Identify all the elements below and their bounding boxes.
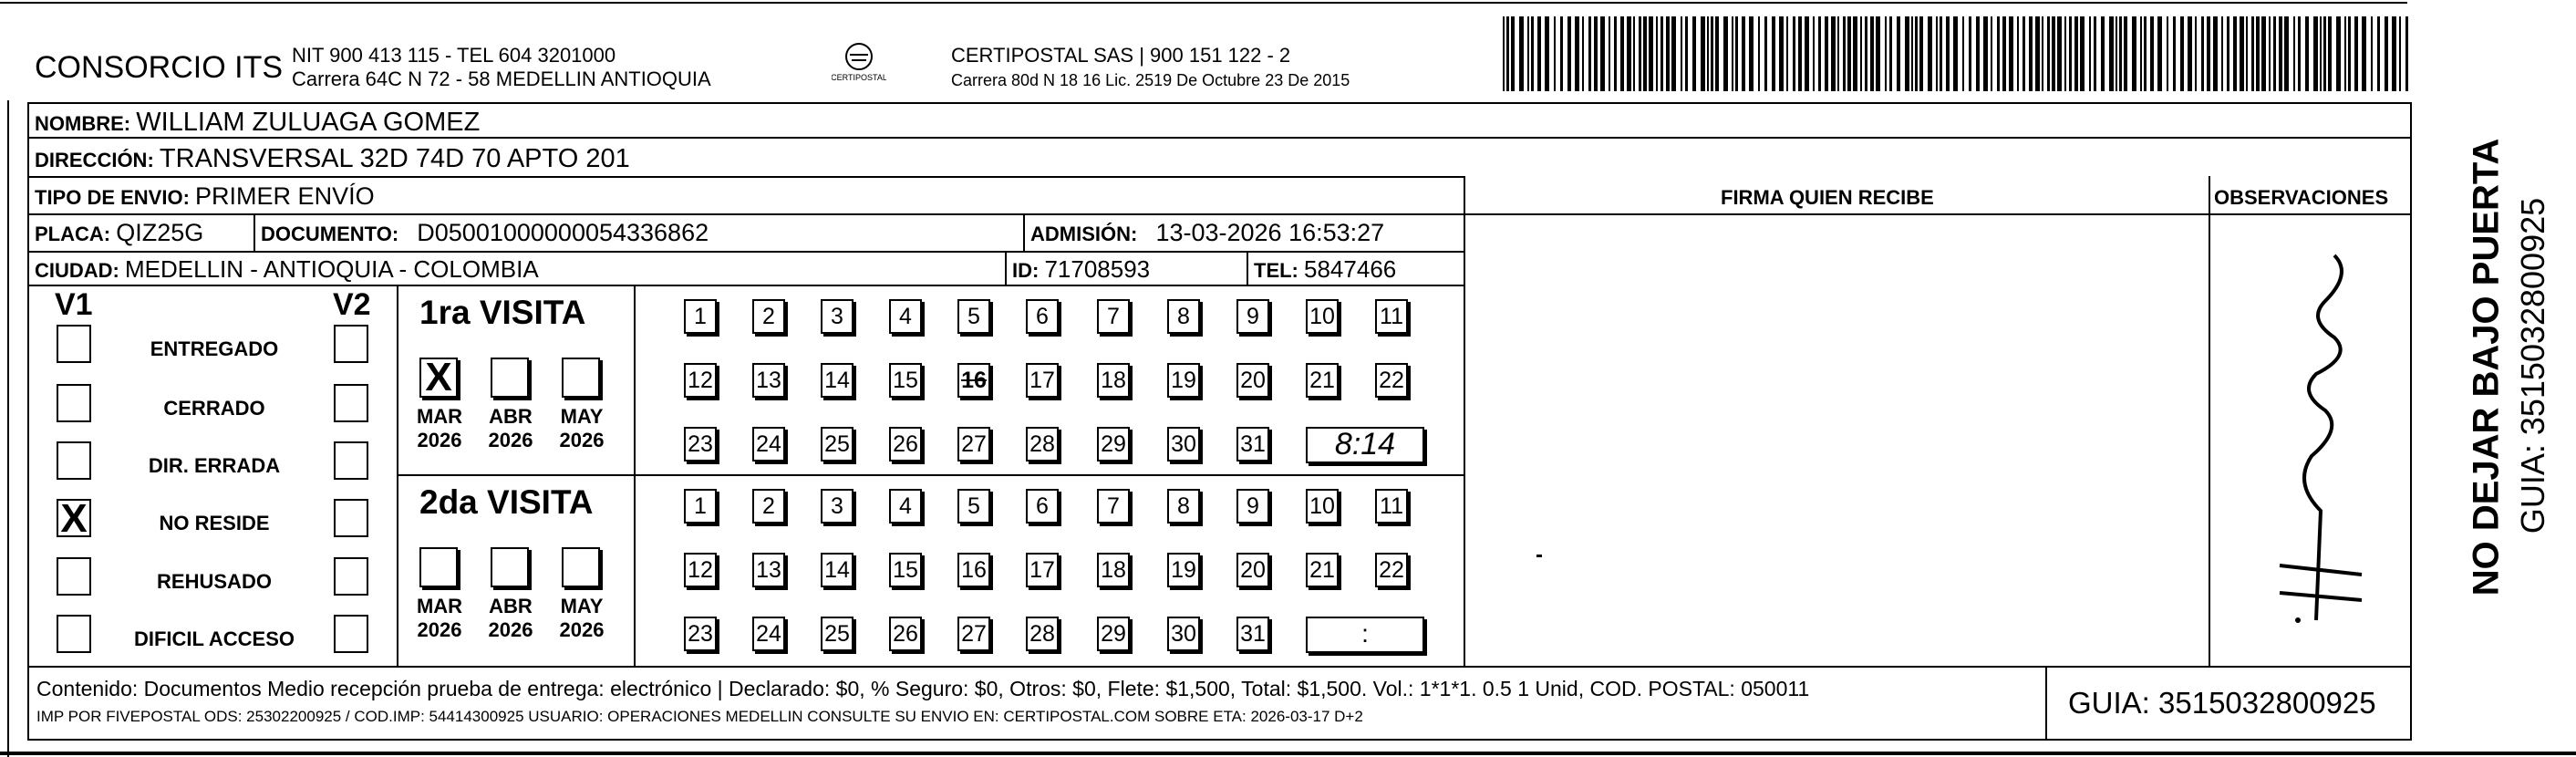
ciudad-label: CIUDAD:	[35, 259, 119, 282]
barcode-bar	[1545, 16, 1549, 91]
barcode-bar	[1983, 16, 1988, 91]
tipo-value: PRIMER ENVÍO	[195, 182, 375, 210]
day-checkbox[interactable]: 20	[1236, 553, 1269, 587]
barcode-bar	[1614, 16, 1617, 91]
barcode-bar	[1620, 16, 1624, 91]
barcode-bar	[1582, 16, 1584, 91]
documento-row	[261, 219, 709, 247]
barcode-bar	[1991, 16, 1992, 91]
barcode-bar	[1594, 16, 1598, 91]
signature	[2225, 237, 2398, 657]
day-checkbox[interactable]: 5	[957, 489, 990, 524]
status-v2-checkbox[interactable]	[334, 325, 368, 363]
day-checkbox[interactable]: 31	[1236, 617, 1269, 651]
day-checkbox[interactable]: 6	[1026, 299, 1059, 334]
day-checkbox[interactable]: 2	[752, 299, 785, 334]
barcode-bar	[1897, 16, 1900, 91]
courier-address: Carrera 80d N 18 16 Lic. 2519 De Octubre 23 De 2015	[951, 71, 1350, 89]
barcode-bar	[1671, 16, 1676, 91]
barcode-bar	[1742, 16, 1745, 91]
barcode-bar	[1666, 16, 1670, 91]
barcode-bar	[2284, 16, 2289, 91]
nombre-row	[35, 108, 480, 138]
barcode-bar	[2150, 16, 2154, 91]
placa-row	[35, 219, 203, 247]
barcode-bar	[2392, 16, 2396, 91]
barcode-bar	[2385, 16, 2388, 91]
barcode	[1503, 16, 2415, 91]
barcode-bar	[1749, 16, 1754, 91]
no-dejar-text: NO DEJAR BAJO PUERTA	[2466, 138, 2507, 596]
documento-label: DOCUMENTO:	[261, 223, 399, 245]
side-guia: GUIA: 3515032800925	[2514, 197, 2551, 534]
day-checkbox[interactable]: 14	[821, 553, 853, 587]
barcode-bar	[1946, 16, 1950, 91]
barcode-bar	[2057, 16, 2062, 91]
barcode-bar	[2348, 16, 2351, 91]
day-checkbox[interactable]: 2	[752, 489, 785, 524]
month-year: 2026	[417, 429, 462, 451]
barcode-bar	[2371, 16, 2373, 91]
day-checkbox[interactable]: 8	[1167, 489, 1200, 524]
barcode-bar	[2251, 16, 2254, 91]
day-checkbox[interactable]: 15	[889, 363, 922, 398]
barcode-bar	[2173, 16, 2176, 91]
barcode-bar	[1843, 16, 1846, 91]
barcode-bar	[2089, 16, 2091, 91]
barcode-bar	[1692, 16, 1696, 91]
day-checkbox[interactable]: 23	[684, 427, 717, 461]
barcode-bar	[1976, 16, 1980, 91]
barcode-bar	[1537, 16, 1541, 91]
barcode-bar	[2344, 16, 2346, 91]
company-name: CONSORCIO ITS	[35, 50, 284, 85]
ciudad-value: MEDELLIN - ANTIOQUIA - COLOMBIA	[125, 255, 539, 283]
barcode-bar	[1567, 16, 1571, 91]
barcode-bar	[2035, 16, 2040, 91]
day-checkbox[interactable]: 1	[684, 489, 717, 524]
barcode-bar	[1798, 16, 1802, 91]
barcode-bar	[1527, 16, 1529, 91]
barcode-bar	[1847, 16, 1851, 91]
id-row	[1012, 255, 1150, 284]
barcode-bar	[2188, 16, 2192, 91]
barcode-bar	[1554, 16, 1556, 91]
barcode-bar	[2101, 16, 2105, 91]
barcode-bar	[2336, 16, 2341, 91]
barcode-bar	[1876, 16, 1880, 91]
barcode-bar	[1940, 16, 1942, 91]
day-checkbox[interactable]: 16	[957, 553, 990, 587]
placa-value: QIZ25G	[116, 219, 204, 246]
day-checkbox[interactable]: 23	[684, 617, 717, 651]
barcode-bar	[2124, 16, 2127, 91]
day-checkbox[interactable]: 20	[1236, 363, 1269, 398]
barcode-bar	[1764, 16, 1767, 91]
firma-dot	[1536, 555, 1542, 557]
observaciones-header: OBSERVACIONES	[2214, 186, 2389, 209]
barcode-bar	[1837, 16, 1839, 91]
barcode-bar	[2144, 16, 2147, 91]
barcode-bar	[2399, 16, 2401, 91]
barcode-bar	[2354, 16, 2358, 91]
company-nit: NIT 900 413 115 - TEL 604 3201000	[292, 44, 616, 67]
nombre-label: NOMBRE:	[35, 112, 131, 135]
barcode-bar	[2052, 16, 2055, 91]
month-name: MAY	[560, 405, 604, 428]
barcode-bar	[2213, 16, 2218, 91]
day-checkbox[interactable]: 22	[1375, 553, 1408, 587]
barcode-bar	[1560, 16, 1563, 91]
day-checkbox[interactable]: 28	[1026, 617, 1059, 651]
barcode-bar	[2293, 16, 2295, 91]
v1-header: V1	[55, 287, 93, 322]
barcode-bar	[2377, 16, 2380, 91]
barcode-bar	[1818, 16, 1821, 91]
admision-value: 13-03-2026 16:53:27	[1155, 219, 1385, 246]
barcode-bar	[2069, 16, 2072, 91]
nombre-value: WILLIAM ZULUAGA GOMEZ	[136, 108, 481, 137]
barcode-bar	[2180, 16, 2184, 91]
barcode-bar	[2207, 16, 2210, 91]
barcode-bar	[2064, 16, 2066, 91]
barcode-bar	[1919, 16, 1923, 91]
day-checkbox[interactable]: 29	[1097, 617, 1130, 651]
day-checkbox[interactable]: 10	[1306, 299, 1339, 334]
direccion-value: TRANSVERSAL 32D 74D 70 APTO 201	[159, 144, 630, 173]
day-checkbox[interactable]: 1	[684, 299, 717, 334]
placa-label: PLACA:	[35, 223, 111, 245]
day-checkbox[interactable]: 3	[821, 489, 853, 524]
barcode-bar	[1639, 16, 1641, 91]
header	[0, 0, 2576, 100]
barcode-bar	[1813, 16, 1815, 91]
barcode-bar	[1758, 16, 1760, 91]
direccion-row	[35, 144, 630, 174]
day-checkbox[interactable]: 17	[1026, 363, 1059, 398]
status-v1-checkbox[interactable]	[57, 325, 91, 363]
status-v1-checkbox[interactable]	[57, 496, 91, 541]
time-field[interactable]: 8:14	[1306, 427, 1424, 463]
barcode-bar	[2132, 16, 2136, 91]
barcode-bar	[2157, 16, 2162, 91]
barcode-bar	[1627, 16, 1631, 91]
barcode-bar	[1870, 16, 1874, 91]
barcode-bar	[1600, 16, 1605, 91]
barcode-bar	[1953, 16, 1958, 91]
day-checkbox[interactable]: 27	[957, 427, 990, 461]
tipo-row	[35, 182, 375, 211]
barcode-bar	[1885, 16, 1887, 91]
barcode-bar	[1732, 16, 1733, 91]
barcode-bar	[1506, 16, 1509, 91]
barcode-bar	[1701, 16, 1705, 91]
status-label: REHUSADO	[157, 570, 272, 593]
status-v2-checkbox[interactable]	[334, 615, 368, 653]
day-checkbox[interactable]: 6	[1026, 489, 1059, 524]
barcode-bar	[1643, 16, 1647, 91]
day-checkbox[interactable]: 19	[1167, 553, 1200, 587]
barcode-bar	[1865, 16, 1867, 91]
day-checkbox[interactable]: 22	[1375, 363, 1408, 398]
barcode-bar	[2080, 16, 2085, 91]
admision-label: ADMISIÓN:	[1030, 223, 1138, 245]
month-name: MAR	[416, 405, 463, 428]
day-checkbox[interactable]: 8	[1167, 299, 1200, 334]
barcode-bar	[2074, 16, 2078, 91]
barcode-bar	[1793, 16, 1795, 91]
month-name: MAY	[560, 595, 604, 617]
month-name: MAR	[416, 595, 463, 617]
day-checkbox[interactable]: 18	[1097, 363, 1130, 398]
barcode-bar	[2221, 16, 2223, 91]
barcode-bar	[1962, 16, 1964, 91]
day-checkbox[interactable]: 7	[1097, 299, 1130, 334]
barcode-bar	[2201, 16, 2204, 91]
month-checkbox[interactable]	[562, 547, 600, 587]
barcode-bar	[1805, 16, 1809, 91]
barcode-bar	[2328, 16, 2332, 91]
barcode-bar	[1825, 16, 1828, 91]
barcode-bar	[2227, 16, 2229, 91]
barcode-bar	[2094, 16, 2096, 91]
barcode-bar	[2405, 16, 2408, 91]
footer-guia: GUIA: 3515032800925	[2068, 686, 2376, 720]
barcode-bar	[1779, 16, 1784, 91]
day-checkbox[interactable]: 13	[752, 363, 785, 398]
month-checkbox[interactable]	[419, 355, 458, 399]
status-v1-checkbox[interactable]	[57, 384, 91, 422]
day-checkbox[interactable]: 7	[1097, 489, 1130, 524]
day-checkbox[interactable]: 30	[1167, 617, 1200, 651]
barcode-bar	[2261, 16, 2266, 91]
month-year: 2026	[488, 429, 533, 451]
certipostal-logo	[832, 40, 886, 95]
barcode-bar	[2269, 16, 2271, 91]
courier-line: CERTIPOSTAL SAS | 900 151 122 - 2	[951, 44, 1291, 67]
direccion-label: DIRECCIÓN:	[35, 149, 154, 171]
day-checkbox[interactable]: 17	[1026, 553, 1059, 587]
barcode-bar	[1575, 16, 1579, 91]
barcode-bar	[2195, 16, 2197, 91]
barcode-bar	[2279, 16, 2282, 91]
barcode-bar	[1723, 16, 1728, 91]
footer-contenido: Contenido: Documentos Medio recepción prueba de entrega: electrónico | Declarado: $0, % Seguro: $0, Otros: $0, Flete: $1,500, Total: $1,500. Vol.: 1*1*1. 0.5 1 Unid, COD. POSTAL: 050011	[36, 677, 1810, 700]
form-outer	[27, 102, 2412, 741]
visit-title: 1ra VISITA	[419, 294, 586, 331]
barcode-bar	[1889, 16, 1892, 91]
day-checkbox[interactable]: 21	[1306, 363, 1339, 398]
month-checkbox[interactable]	[491, 547, 529, 587]
visit-title: 2da VISITA	[419, 483, 594, 521]
status-label: DIFICIL ACCESO	[133, 627, 295, 650]
firma-header: FIRMA QUIEN RECIBE	[1721, 186, 1934, 209]
barcode-bar	[1660, 16, 1663, 91]
documento-value: D05001000000054336862	[417, 219, 709, 246]
barcode-bar	[2002, 16, 2006, 91]
barcode-bar	[2109, 16, 2114, 91]
day-checkbox[interactable]: 26	[889, 427, 922, 461]
day-checkbox[interactable]: 5	[957, 299, 990, 334]
barcode-bar	[2029, 16, 2033, 91]
admision-row	[1030, 219, 1384, 247]
month-name: ABR	[489, 405, 533, 428]
status-v2-checkbox[interactable]	[334, 441, 368, 480]
barcode-bar	[2323, 16, 2326, 91]
month-mark: X	[425, 355, 452, 399]
barcode-bar	[2017, 16, 2019, 91]
id-value: 71708593	[1044, 255, 1151, 283]
barcode-bar	[1649, 16, 1653, 91]
ciudad-row	[35, 255, 539, 284]
barcode-bar	[1681, 16, 1682, 91]
status-v2-checkbox[interactable]	[334, 499, 368, 537]
barcode-bar	[1633, 16, 1635, 91]
v2-header: V2	[333, 287, 371, 322]
barcode-bar	[2320, 16, 2322, 91]
barcode-bar	[1711, 16, 1713, 91]
status-v2-checkbox[interactable]	[334, 557, 368, 596]
day-checkbox[interactable]: 9	[1236, 489, 1269, 524]
barcode-bar	[2305, 16, 2309, 91]
barcode-bar	[2023, 16, 2025, 91]
barcode-bar	[2140, 16, 2142, 91]
day-checkbox[interactable]: 25	[821, 617, 853, 651]
day-checkbox[interactable]: 14	[821, 363, 853, 398]
barcode-bar	[1831, 16, 1836, 91]
barcode-bar	[1772, 16, 1775, 91]
day-checkbox[interactable]: 4	[889, 299, 922, 334]
barcode-bar	[1997, 16, 2000, 91]
barcode-bar	[1915, 16, 1918, 91]
barcode-bar	[1531, 16, 1534, 91]
day-checkbox[interactable]: 3	[821, 299, 853, 334]
status-v1-checkbox[interactable]	[57, 615, 91, 653]
barcode-bar	[2273, 16, 2276, 91]
day-checkbox[interactable]: 19	[1167, 363, 1200, 398]
tel-row	[1254, 255, 1396, 284]
day-checkbox[interactable]: 21	[1306, 553, 1339, 587]
tel-value: 5847466	[1304, 255, 1397, 283]
barcode-bar	[1905, 16, 1909, 91]
barcode-bar	[1853, 16, 1857, 91]
barcode-bar	[2042, 16, 2043, 91]
day-checkbox[interactable]: 27	[957, 617, 990, 651]
id-label: ID:	[1012, 259, 1040, 282]
barcode-bar	[2256, 16, 2260, 91]
barcode-bar	[1735, 16, 1738, 91]
barcode-bar	[1511, 16, 1515, 91]
day-checkbox[interactable]: 24	[752, 617, 785, 651]
day-checkbox[interactable]: 4	[889, 489, 922, 524]
barcode-bar	[1786, 16, 1788, 91]
barcode-bar	[1519, 16, 1524, 91]
svg-text:CERTIPOSTAL: CERTIPOSTAL	[832, 73, 886, 82]
status-label: ENTREGADO	[150, 337, 279, 360]
barcode-bar	[1969, 16, 1971, 91]
footer-imp: IMP POR FIVEPOSTAL ODS: 25302200925 / COD.IMP: 54414300925 USUARIO: OPERACIONES MEDELLIN CONSULTE SU ENVIO EN: CERTIPOSTAL.COM SOBRE ETA: 2026-03-17 D+2	[36, 708, 1363, 725]
day-checkbox[interactable]: 11	[1375, 489, 1408, 524]
day-checkbox[interactable]: 18	[1097, 553, 1130, 587]
status-label: DIR. ERRADA	[148, 454, 281, 477]
barcode-bar	[1911, 16, 1913, 91]
barcode-bar	[2167, 16, 2168, 91]
barcode-bar	[1936, 16, 1938, 91]
time-field[interactable]: :	[1306, 617, 1424, 653]
barcode-bar	[2116, 16, 2117, 91]
barcode-bar	[1860, 16, 1862, 91]
day-checkbox[interactable]: 12	[684, 363, 717, 398]
barcode-bar	[1609, 16, 1610, 91]
day-checkbox[interactable]: 31	[1236, 427, 1269, 461]
company-address: Carrera 64C N 72 - 58 MEDELLIN ANTIOQUIA	[292, 67, 711, 90]
month-checkbox[interactable]	[419, 547, 458, 587]
month-year: 2026	[488, 618, 533, 641]
day-checkbox[interactable]: 30	[1167, 427, 1200, 461]
barcode-bar	[1685, 16, 1688, 91]
month-checkbox[interactable]	[491, 358, 529, 398]
barcode-bar	[2119, 16, 2122, 91]
status-v1-checkbox[interactable]	[57, 557, 91, 596]
day-checkbox[interactable]: 9	[1236, 299, 1269, 334]
status-v2-checkbox[interactable]	[334, 384, 368, 422]
barcode-bar	[1588, 16, 1591, 91]
barcode-bar	[1928, 16, 1932, 91]
day-checkbox[interactable]: 13	[752, 553, 785, 587]
status-v1-checkbox[interactable]	[57, 441, 91, 480]
barcode-bar	[2009, 16, 2013, 91]
day-checkbox[interactable]: 11	[1375, 299, 1408, 334]
month-year: 2026	[417, 618, 462, 641]
barcode-bar	[2233, 16, 2237, 91]
barcode-bar	[2298, 16, 2301, 91]
day-checkbox[interactable]: 28	[1026, 427, 1059, 461]
barcode-bar	[2246, 16, 2248, 91]
barcode-bar	[1707, 16, 1709, 91]
day-checkbox[interactable]: 15	[889, 553, 922, 587]
day-checkbox[interactable]: 12	[684, 553, 717, 587]
barcode-bar	[1656, 16, 1658, 91]
day-checkbox[interactable]: 26	[889, 617, 922, 651]
side-text	[2418, 100, 2555, 648]
barcode-bar	[2047, 16, 2050, 91]
month-year: 2026	[559, 429, 605, 451]
barcode-bar	[1715, 16, 1719, 91]
barcode-bar	[2240, 16, 2244, 91]
v1-mark: X	[60, 496, 88, 541]
day-checkbox[interactable]: 10	[1306, 489, 1339, 524]
status-label: CERRADO	[163, 397, 265, 420]
tel-label: TEL:	[1254, 259, 1298, 282]
tipo-label: TIPO DE ENVIO:	[35, 186, 190, 209]
month-name: ABR	[489, 595, 533, 617]
barcode-bar	[1503, 16, 1505, 91]
day-checkbox[interactable]: 25	[821, 427, 853, 461]
month-year: 2026	[559, 618, 605, 641]
day-checkbox[interactable]: 24	[752, 427, 785, 461]
barcode-bar	[2362, 16, 2366, 91]
day-checkbox[interactable]: 29	[1097, 427, 1130, 461]
status-label: NO RESIDE	[159, 512, 270, 534]
day-checkbox[interactable]: 16	[957, 363, 990, 398]
barcode-bar	[2313, 16, 2318, 91]
month-checkbox[interactable]	[562, 358, 600, 398]
